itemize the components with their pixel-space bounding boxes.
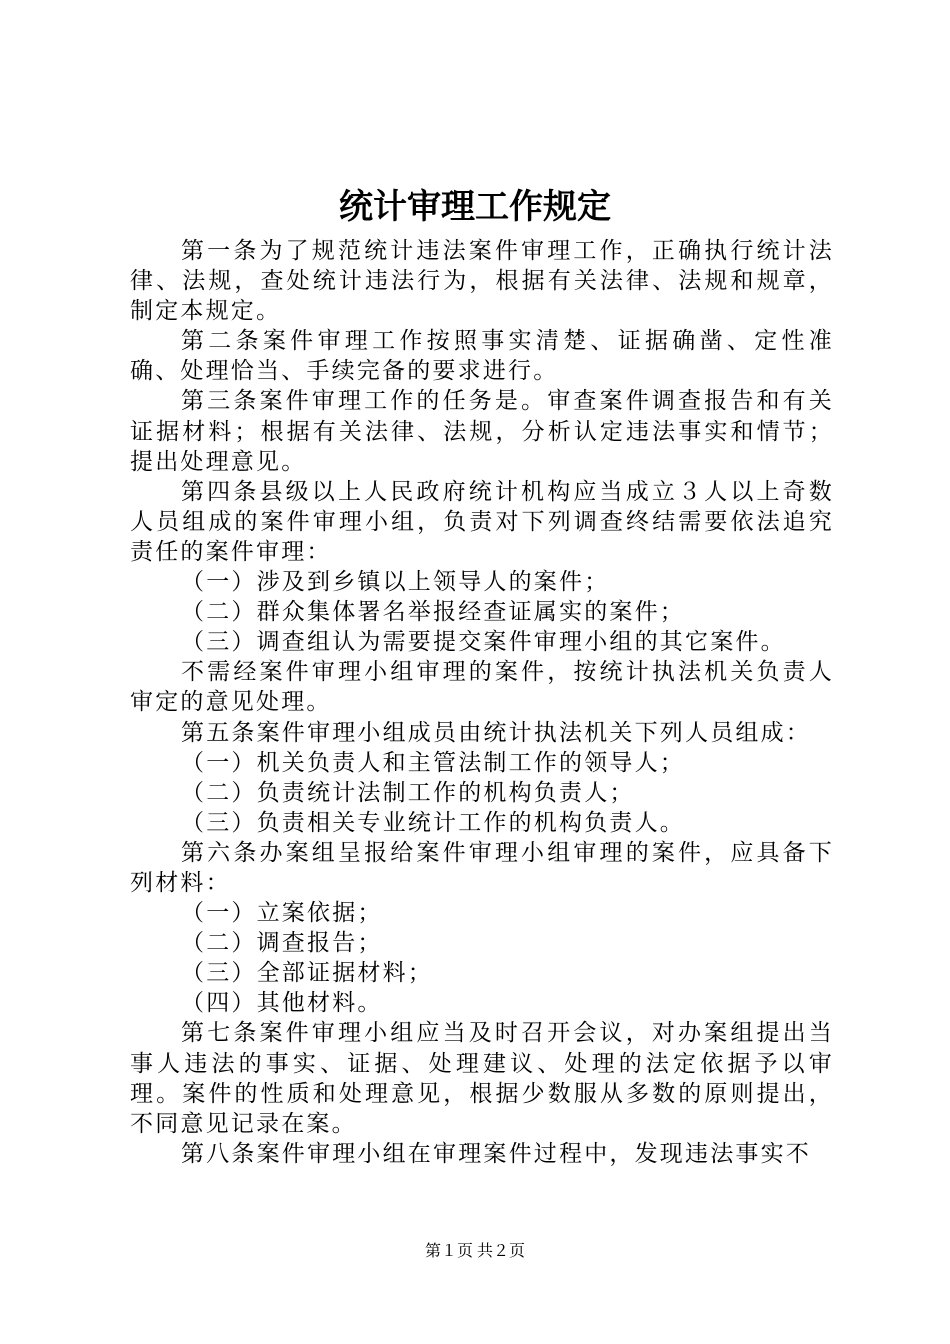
list-item: （三）调查组认为需要提交案件审理小组的其它案件。 (181, 629, 786, 656)
list-item: （二）群众集体署名举报经查证属实的案件； (181, 599, 685, 626)
paragraph-article-5: 第五条案件审理小组成员由统计执法机关下列人员组成： (181, 719, 811, 746)
list-item: （二）负责统计法制工作的机构负责人； (181, 779, 635, 806)
list-item: （四）其他材料。 (181, 990, 383, 1017)
paragraph-article-1: 第一条为了规范统计违法案件审理工作，正确执行统计法律、法规，查处统计违法行为，根据有关法律、法规和规章，制定本规定。 (130, 238, 834, 325)
paragraph-article-4: 第四条县级以上人民政府统计机构应当成立３人以上奇数人员组成的案件审理小组，负责对下列调查终结需要依法追究责任的案件审理： (130, 478, 834, 565)
paragraph-article-2: 第二条案件审理工作按照事实清楚、证据确凿、定性准确、处理恰当、手续完备的要求进行。 (130, 328, 834, 385)
document-body (130, 236, 834, 1169)
list-item: （一）机关负责人和主管法制工作的领导人； (181, 749, 685, 776)
page-footer: 第１页 共２页 (424, 1243, 525, 1260)
list-item: （二）调查报告； (181, 930, 383, 957)
list-item: （三）全部证据材料； (181, 960, 433, 987)
paragraph-article-8: 第八条案件审理小组在审理案件过程中，发现违法事实不 (181, 1140, 811, 1167)
paragraph-note: 不需经案件审理小组审理的案件，按统计执法机关负责人审定的意见处理。 (130, 659, 834, 716)
paragraph-article-6: 第六条办案组呈报给案件审理小组审理的案件，应具备下列材料： (130, 839, 834, 896)
list-item: （三）负责相关专业统计工作的机构负责人。 (181, 809, 685, 836)
document-title: 统计审理工作规定 (339, 187, 611, 227)
list-item: （一）立案依据； (181, 900, 383, 927)
list-item: （一）涉及到乡镇以上领导人的案件； (181, 569, 610, 596)
paragraph-article-7: 第七条案件审理小组应当及时召开会议，对办案组提出当事人违法的事实、证据、处理建议、处理的法定依据予以审理。案件的性质和处理意见，根据少数服从多数的原则提出，不同意见记录在案。 (130, 1020, 834, 1137)
paragraph-article-3: 第三条案件审理工作的任务是。审查案件调查报告和有关证据材料；根据有关法律、法规，分析认定违法事实和情节；提出处理意见。 (130, 388, 834, 475)
